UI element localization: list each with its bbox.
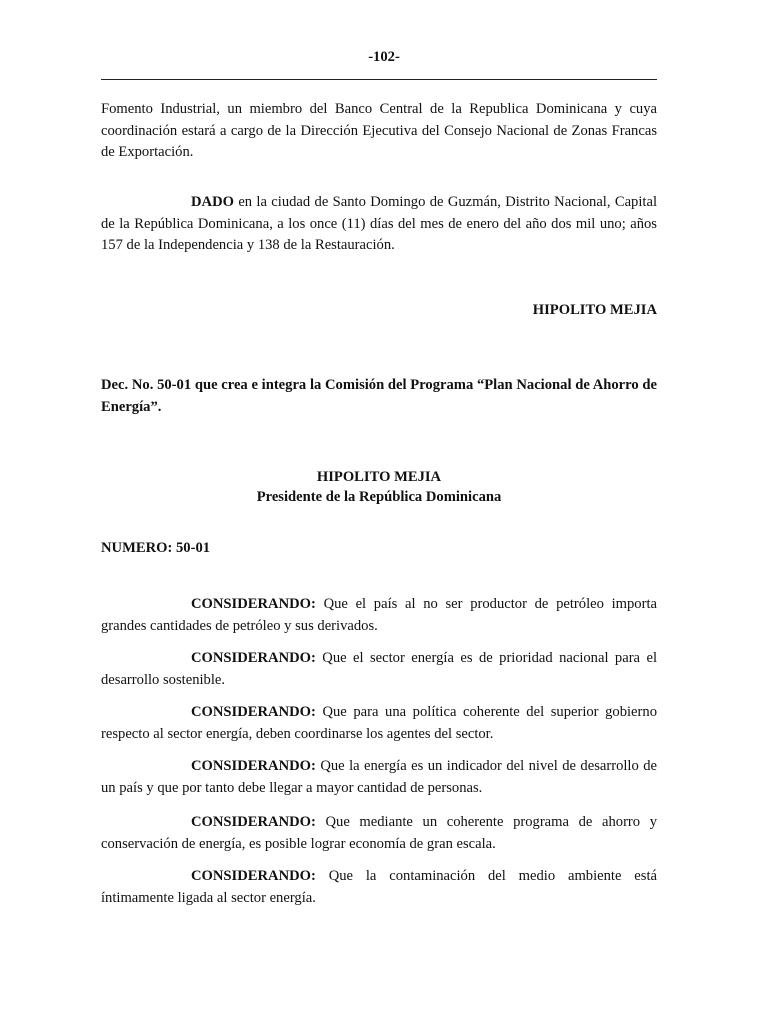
considerando-paragraph [101, 812, 657, 855]
considerando-paragraph [101, 756, 657, 799]
considerando-paragraph [101, 866, 657, 909]
decree-number: NUMERO: 50-01 [101, 540, 211, 556]
continuation-paragraph: Fomento Industrial, un miembro del Banco Central de la Republica Dominicana y cuya coordinación estará a cargo de la Dirección Ejecutiva del Consejo Nacional de Zonas Francas de Exportación. [101, 101, 657, 160]
considerando-text: Que el sector energía es de prioridad nacional para el desarrollo sostenible. [101, 650, 657, 688]
dado-paragraph [101, 192, 657, 257]
considerando-text: Que mediante un coherente programa de ahorro y conservación de energía, es posible lograr economía de gran escala. [101, 814, 657, 852]
dado-text: en la ciudad de Santo Domingo de Guzmán, Distrito Nacional, Capital de la República Dominicana, a los once (11) días del mes de enero del año dos mil uno; años 157 de la Independencia y 138 de la Restauración. [101, 194, 657, 253]
considerando-label: CONSIDERANDO: [191, 704, 316, 720]
considerando-label: CONSIDERANDO: [191, 758, 316, 774]
president-name: HIPOLITO MEJIA [316, 469, 442, 485]
considerando-label: CONSIDERANDO: [191, 814, 316, 830]
dado-label: DADO [191, 194, 234, 210]
considerando-text: Que el país al no ser productor de petróleo importa grandes cantidades de petróleo y sus derivados. [101, 596, 657, 634]
considerando-label: CONSIDERANDO: [191, 650, 316, 666]
page-number: -102- [368, 49, 400, 65]
signature-name: HIPOLITO MEJIA [532, 302, 657, 318]
considerando-paragraph [101, 594, 657, 637]
considerando-label: CONSIDERANDO: [191, 868, 316, 884]
considerando-text: Que la energía es un indicador del nivel de desarrollo de un país y que por tanto debe llegar a mayor cantidad de personas. [101, 758, 657, 796]
considerando-text: Que para una política coherente del superior gobierno respecto al sector energía, deben coordinarse los agentes del sector. [101, 704, 657, 742]
president-title: Presidente de la República Dominicana [256, 489, 502, 505]
considerando-paragraph [101, 702, 657, 745]
considerando-text: Que la contaminación del medio ambiente está íntimamente ligada al sector energía. [101, 868, 657, 906]
considerando-paragraph [101, 648, 657, 691]
president-block [101, 467, 657, 507]
header-rule [101, 79, 657, 80]
decree-title: Dec. No. 50-01 que crea e integra la Comisión del Programa “Plan Nacional de Ahorro de Energía”. [101, 377, 657, 415]
considerando-label: CONSIDERANDO: [191, 596, 316, 612]
